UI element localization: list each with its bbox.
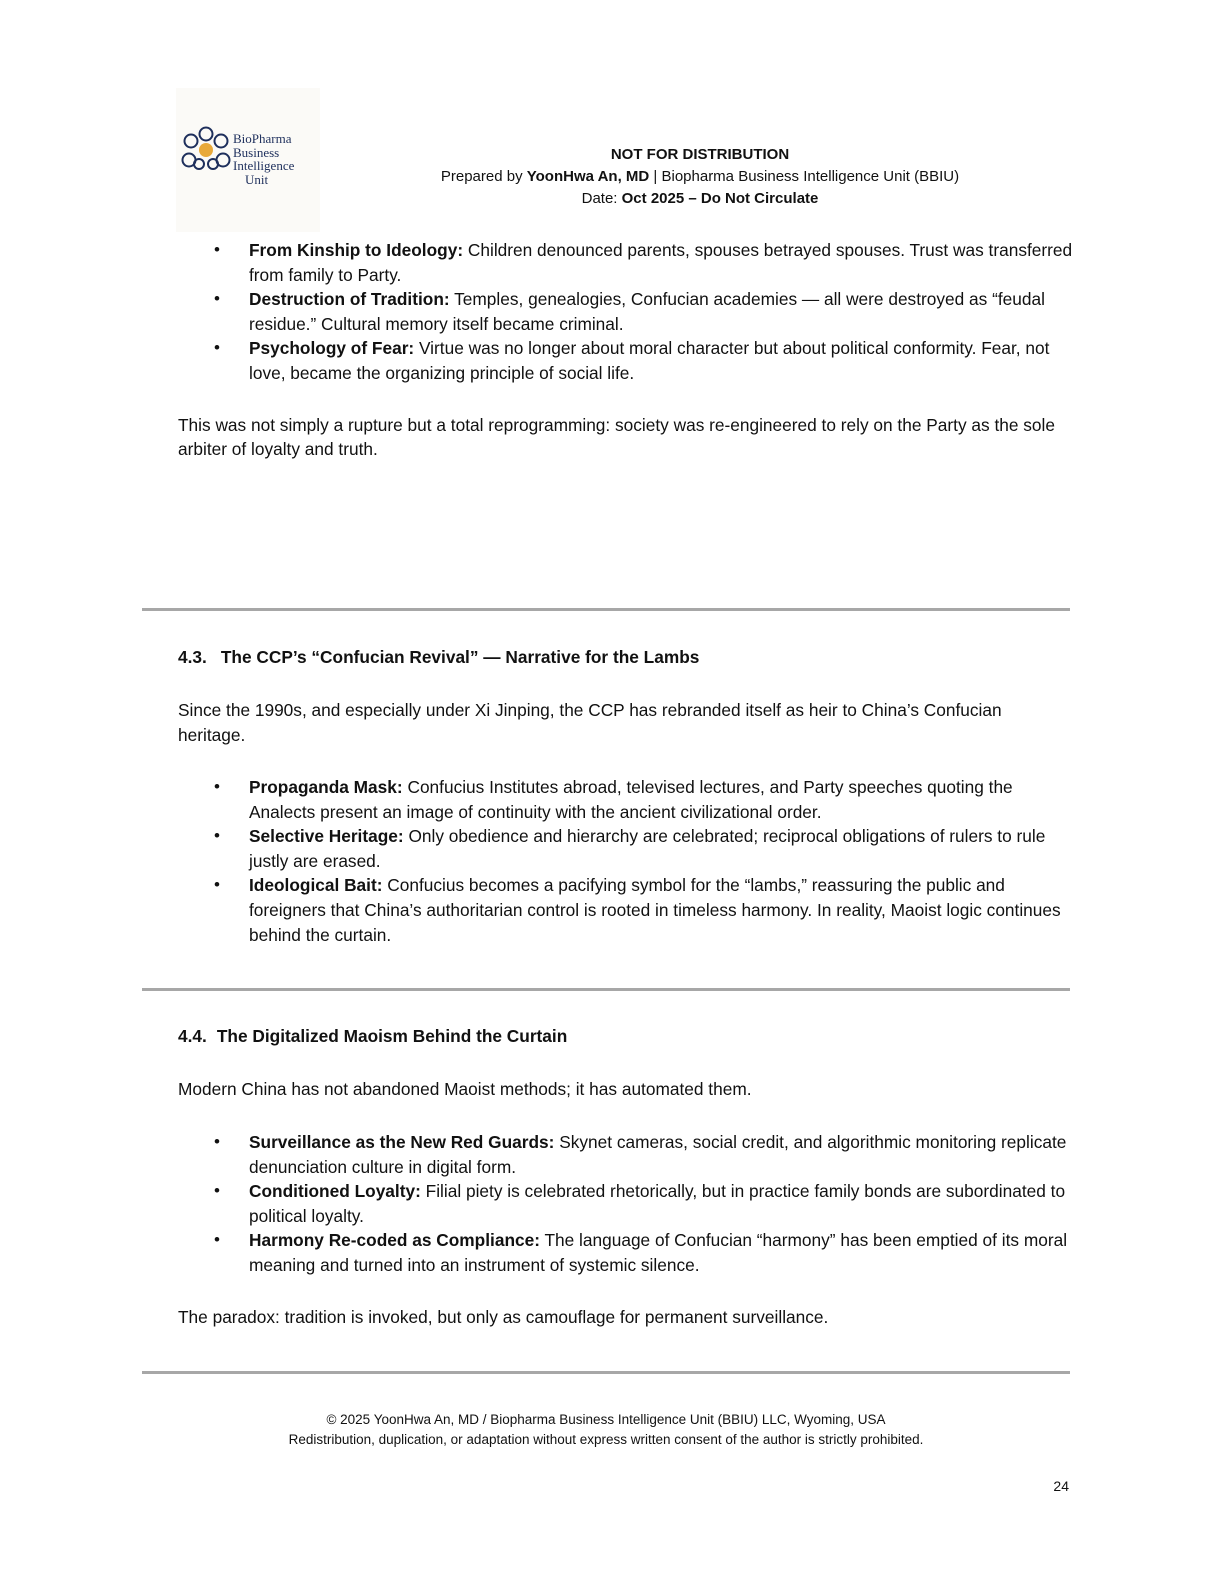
list-item [249, 1228, 1073, 1277]
section-number: 4.4. [178, 1026, 207, 1046]
list-item [249, 238, 1073, 287]
bullet-term: Destruction of Tradition: [249, 289, 450, 310]
section-divider [142, 988, 1070, 991]
bullet-term: Psychology of Fear: [249, 338, 415, 359]
paragraph: Since the 1990s, and especially under Xi Jinping, the CCP has rebranded itself as heir to China’s Confucian heritage. [178, 700, 1002, 745]
bullet-text: The language of Confucian “harmony” has been emptied of its moral meaning and turned into an instrument of systemic silence. [249, 1230, 1068, 1275]
bullet-term: Ideological Bait: [249, 875, 383, 896]
bullet-list [178, 238, 1073, 386]
bullet-term: From Kinship to Ideology: [249, 240, 464, 260]
date-value: Oct 2025 – Do Not Circulate [621, 190, 819, 207]
footer-divider [142, 1371, 1070, 1374]
bullet-term: Surveillance as the New Red Guards: [249, 1132, 555, 1152]
paragraph: Modern China has not abandoned Maoist methods; it has automated them. [178, 1079, 752, 1099]
section-title: The Digitalized Maoism Behind the Curtain [216, 1026, 568, 1046]
bullet-list-wrapper [178, 775, 1073, 947]
bullet-text: Children denounced parents, spouses betrayed spouses. Trust was transferred from family to Party. [249, 240, 1073, 285]
redistribution-notice: Redistribution, duplication, or adaptation without express written consent of the author is strictly prohibited. [288, 1432, 924, 1447]
logo-line: Business [233, 144, 280, 160]
bullet-list [178, 775, 1073, 947]
bullet-text: Confucius Institutes abroad, televised lectures, and Party speeches quoting the Analects present an image of continuity with the ancient civilizational order. [249, 777, 1013, 822]
section-heading [178, 1026, 567, 1047]
page-footer [200, 1410, 1012, 1450]
bullet-list-wrapper [178, 1130, 1073, 1278]
bullet-term: Selective Heritage: [249, 826, 404, 847]
page-number: 24 [1053, 1478, 1069, 1494]
list-item [249, 1179, 1073, 1228]
list-item [249, 824, 1073, 873]
bullet-text: Confucius becomes a pacifying symbol for the “lambs,” reassuring the public and foreigners that China’s authoritarian control is rooted in timeless harmony. In reality, Maoist logic continues behind the curtain. [249, 875, 1061, 945]
bbiu-logo [176, 88, 320, 232]
date-prefix: Date: [581, 190, 622, 207]
logo-line: BioPharma [233, 131, 292, 146]
bullet-term: Harmony Re-coded as Compliance: [249, 1230, 540, 1251]
list-item [249, 775, 1073, 824]
list-item [249, 873, 1073, 947]
paragraph: The paradox: tradition is invoked, but only as camouflage for permanent surveillance. [178, 1307, 829, 1327]
list-item [249, 287, 1073, 336]
bullet-term: Propaganda Mask: [249, 777, 403, 797]
section-continuation [178, 238, 1073, 462]
logo-wordmark [233, 132, 294, 186]
prepared-suffix: | Biopharma Business Intelligence Unit (BBIU) [649, 168, 960, 185]
bullet-list [178, 1130, 1073, 1278]
bullet-text: Virtue was no longer about moral character but about political conformity. Fear, not love, became the organizing principle of social life. [249, 338, 1050, 383]
section-heading [178, 647, 699, 668]
logo-line: Intelligence [233, 158, 295, 173]
bullet-text: Filial piety is celebrated rhetorically, but in practice family bonds are subordinated to political loyalty. [249, 1181, 1066, 1226]
copyright-line: © 2025 YoonHwa An, MD / Biopharma Business Intelligence Unit (BBIU) LLC, Wyoming, USA [326, 1412, 886, 1427]
author-name: YoonHwa An, MD [526, 168, 650, 185]
molecule-icon [180, 126, 232, 174]
section-number: 4.3. [178, 647, 207, 667]
logo-line: Unit [245, 171, 269, 187]
section-title: The CCP’s “Confucian Revival” — Narrative for the Lambs [220, 647, 700, 667]
list-item [249, 1130, 1073, 1179]
prepared-prefix: Prepared by [440, 168, 527, 185]
bullet-text: Only obedience and hierarchy are celebrated; reciprocal obligations of rulers to rule justly are erased. [249, 826, 1046, 871]
document-header [350, 144, 1050, 210]
date-line [350, 188, 1050, 210]
section-divider [142, 608, 1070, 611]
paragraph: This was not simply a rupture but a total reprogramming: society was re-engineered to rely on the Party as the sole arbiter of loyalty and truth. [178, 414, 1055, 460]
prepared-by-line [350, 166, 1050, 188]
bullet-term: Conditioned Loyalty: [249, 1181, 421, 1202]
bullet-text: Temples, genealogies, Confucian academies — all were destroyed as “feudal residue.” Cultural memory itself became criminal. [249, 289, 1045, 334]
distribution-notice: NOT FOR DISTRIBUTION [610, 146, 790, 163]
bullet-text: Skynet cameras, social credit, and algorithmic monitoring replicate denunciation culture in digital form. [249, 1132, 1067, 1177]
list-item [249, 336, 1073, 385]
